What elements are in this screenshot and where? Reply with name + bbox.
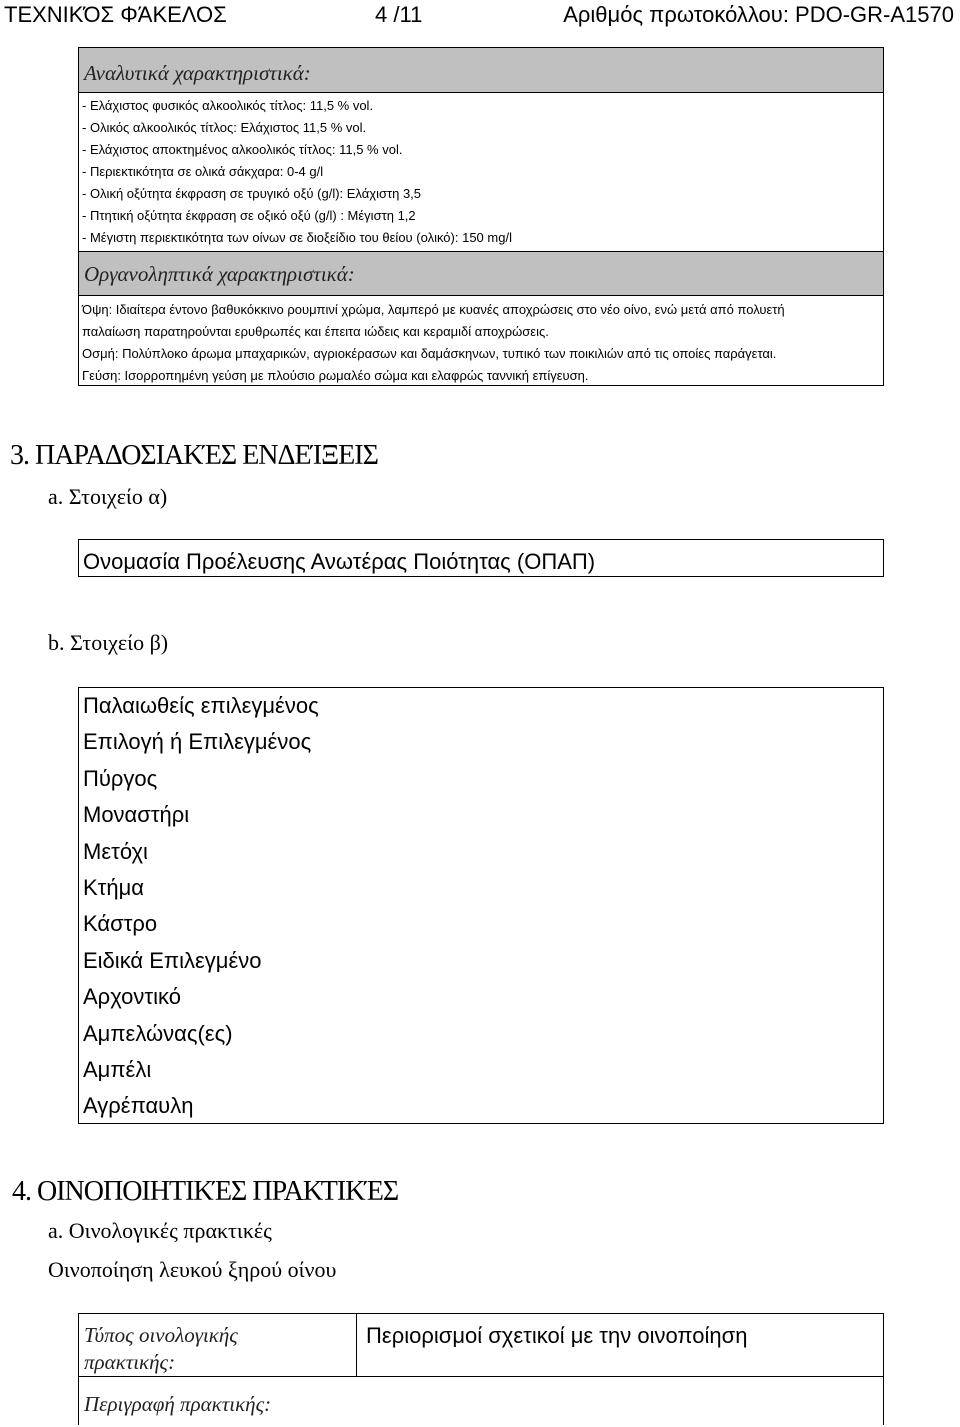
organoleptic-line: Όψη: Ιδιαίτερα έντονο βαθυκόκκινο ρουμπινί χρώμα, λαμπερό με κυανές αποχρώσεις στο νέο οίνο, ενώ μετά από πολυετή — [82, 302, 785, 317]
traditional-term: Αγρέπαυλη — [83, 1093, 194, 1119]
analytical-line: - Ολική οξύτητα έκφραση σε τρυγικό οξύ (g/l): Ελάχιστη 3,5 — [82, 186, 422, 201]
analytical-line: - Ολικός αλκοολικός τίτλος: Ελάχιστος 11,5 % vol. — [82, 120, 367, 135]
organoleptic-line: Οσμή: Πολύπλοκο άρωμα μπαχαρικών, αγριοκέρασων και δαμάσκηνων, τυπικό των ποικιλιών από τις οποίες παράγεται. — [82, 346, 777, 361]
traditional-terms-box — [78, 687, 884, 1124]
traditional-term: Αμπελώνας(ες) — [83, 1020, 233, 1046]
traditional-term: Αρχοντικό — [83, 984, 181, 1010]
analytical-title: Αναλυτικά χαρακτηριστικά: — [79, 48, 883, 93]
practice-title: Οινοποίηση λευκού ξηρού οίνου — [48, 1257, 337, 1282]
page-number: 4 /11 — [375, 2, 423, 27]
description-label: Περιγραφή πρακτικής: — [84, 1392, 272, 1416]
section-4a-heading: a. Οινολογικές πρακτικές — [48, 1218, 272, 1243]
analytical-line: - Πτητική οξύτητα έκφραση σε οξικό οξύ (g/l) : Μέγιστη 1,2 — [82, 208, 416, 223]
designation-text: Ονομασία Προέλευσης Ανωτέρας Ποιότητας (ΟΠΑΠ) — [83, 549, 596, 574]
analytical-list — [79, 93, 883, 251]
type-label-cell — [79, 1314, 357, 1376]
organoleptic-title: Οργανοληπτικά χαρακτηριστικά: — [79, 251, 883, 296]
characteristics-box — [78, 47, 884, 386]
designation-box — [78, 539, 884, 577]
document-title: ΤΕΧΝΙΚΌΣ ΦΆΚΕΛΟΣ — [4, 2, 227, 27]
type-label: Τύπος οινολογικής πρακτικής: — [84, 1323, 238, 1374]
page-header — [0, 0, 960, 30]
analytical-line: - Μέγιστη περιεκτικότητα των οίνων σε διοξείδιο του θείου (ολικό): 150 mg/l — [82, 230, 512, 245]
organoleptic-line: παλαίωση παρατηρούνται ερυθρωπές και έπειτα ιώδεις και κεραμιδί αποχρώσεις. — [82, 324, 549, 339]
analytical-line: - Περιεκτικότητα σε ολικά σάκχαρα: 0-4 g/l — [82, 164, 324, 179]
traditional-term: Επιλογή ή Επιλεγμένος — [83, 729, 312, 755]
traditional-term: Παλαιωθείς επιλεγμένος — [83, 693, 319, 718]
traditional-term: Αμπέλι — [83, 1056, 152, 1082]
description-row — [79, 1376, 883, 1427]
traditional-term: Μετόχι — [83, 838, 148, 864]
analytical-line: - Ελάχιστος αποκτημένος αλκοολικός τίτλος: 11,5 % vol. — [82, 142, 403, 157]
section-3a-heading: a. Στοιχείο α) — [48, 484, 168, 509]
protocol-number: Αριθμός πρωτοκόλλου: PDO-GR-A1570 — [563, 2, 954, 27]
organoleptic-line: Γεύση: Ισορροπημένη γεύση με πλούσιο ρωμαλέο σώμα και ελαφρώς ταννική επίγευση. — [82, 368, 589, 383]
practice-table — [78, 1313, 884, 1425]
analytical-line: - Ελάχιστος φυσικός αλκοολικός τίτλος: 11,5 % vol. — [82, 98, 374, 113]
section-3-heading: 3. ΠΑΡΑΔΟΣΙΑΚΈΣ ΕΝΔΕΊΞΕΙΣ — [10, 440, 378, 471]
restrictions-label: Περιορισμοί σχετικοί με την οινοποίηση — [366, 1323, 748, 1348]
organoleptic-list — [79, 296, 883, 387]
traditional-term: Μοναστήρι — [83, 802, 190, 828]
section-4-heading: 4. ΟΙΝΟΠΟΙΗΤΙΚΈΣ ΠΡΑΚΤΙΚΈΣ — [12, 1176, 399, 1207]
section-3b-heading: b. Στοιχείο β) — [48, 630, 169, 655]
traditional-term: Κτήμα — [83, 874, 144, 900]
traditional-term: Ειδικά Επιλεγμένο — [83, 947, 262, 973]
traditional-term: Πύργος — [83, 765, 158, 791]
traditional-term: Κάστρο — [83, 911, 158, 937]
